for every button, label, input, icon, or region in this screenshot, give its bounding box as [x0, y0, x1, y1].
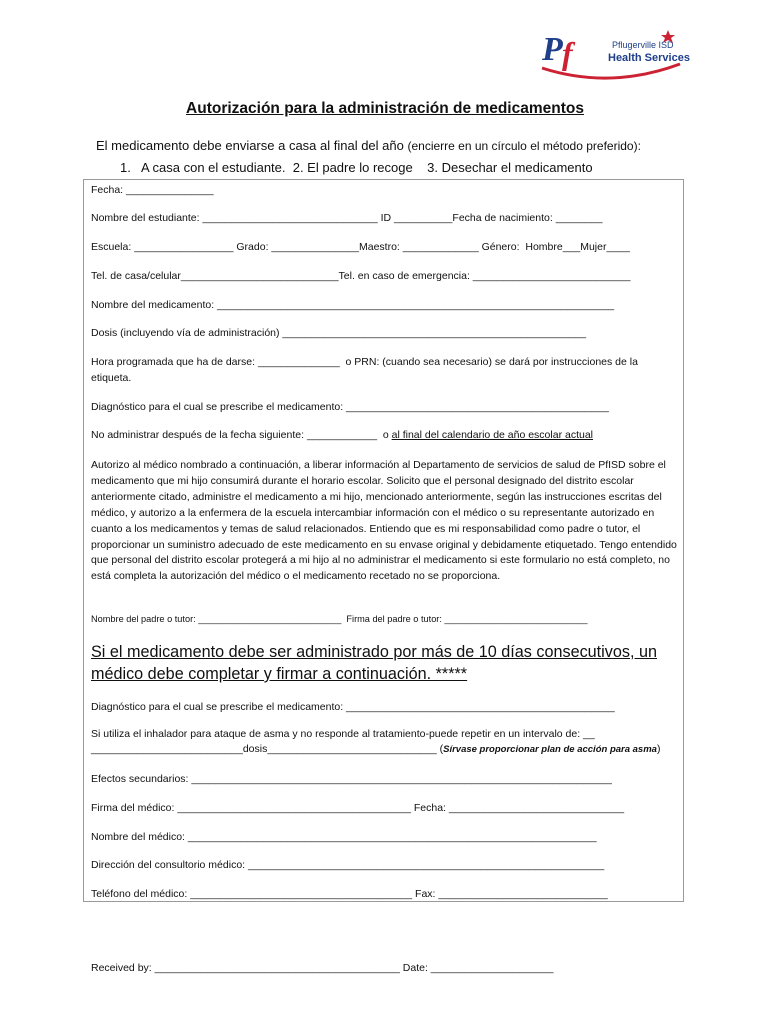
dose-field[interactable]: Dosis (incluyendo vía de administración) ____________________________________________________	[91, 327, 587, 339]
physician-notice: Si el medicamento debe ser administrado por más de 10 días consecutivos, un médico debe completar y firmar a continuación. *****	[91, 643, 657, 683]
intro-line	[96, 138, 641, 153]
student-name-field[interactable]: Nombre del estudiante: ______________________________ ID __________Fecha de nacimiento: ________	[91, 212, 603, 224]
diagnosis-field[interactable]: Diagnóstico para el cual se prescribe el medicamento: _____________________________________________	[91, 401, 609, 413]
physician-name-field[interactable]: Nombre del médico: ______________________________________________________________________	[91, 831, 597, 843]
physician-signature-field[interactable]: Firma del médico: ________________________________________ Fecha: ______________________________	[91, 802, 625, 814]
office-address-field[interactable]: Dirección del consultorio médico: _____________________________________________________________	[91, 859, 605, 871]
schedule-field[interactable]: Hora programada que ha de darse: ______________ o PRN: (cuando sea necesario) se dará por instrucciones de la	[91, 356, 638, 368]
school-field[interactable]: Escuela: _________________ Grado: _______________Maestro: _____________ Género: Hombre___Mujer____	[91, 241, 630, 253]
stop-date-field[interactable]	[91, 429, 593, 441]
stop-date-label: No administrar después de la fecha siguiente: ____________ o	[91, 429, 392, 441]
form-title: Autorización para la administración de medicamentos	[186, 100, 584, 117]
intro-note: (encierre en un círculo el método preferido):	[407, 139, 641, 153]
inhaler-field-cont[interactable]	[91, 743, 660, 755]
authorization-paragraph: Autorizo al médico nombrado a continuación, a liberar información al Departamento de servicios de salud de PfISD sobre el medicamento que mi hijo consumirá durante el horario escolar. Solicito que el personal designado del distrito escolar anteriormente citado, administre el medicamento a mi hijo, mencionado anteriormente, según las instrucciones escritas del médico, y autorizo a la enfermera de la escuela intercambiar información con el médico o su representante autorizado en cuanto a los medicamentos y temas de salud relacionados. Entiendo que es mi responsabilidad como padre o tutor, el proporcionar un suministro adecuado de este medicamento en su envase original y debidamente etiquetado. Tengo entendido que personal del distrito escolar protegerá a mi hijo al no administrar el medicamento si este formulario no está completo, no está completa la autorización del médico o el medicamento recetado no se proporciona.	[91, 459, 677, 583]
svg-text:f: f	[562, 35, 573, 71]
physician-phone-field[interactable]: Teléfono del médico: ______________________________________ Fax: _____________________________	[91, 888, 608, 900]
physician-diagnosis-field[interactable]: Diagnóstico para el cual se prescribe el medicamento: ______________________________________________	[91, 701, 615, 713]
phone-field[interactable]: Tel. de casa/celular___________________________Tel. en caso de emergencia: ___________________________	[91, 270, 631, 282]
inhaler-field[interactable]: Si utiliza el inhalador para ataque de asma y no responde al tratamiento-puede repetir en un intervalo de: __	[91, 728, 595, 740]
district-logo	[540, 28, 690, 86]
inhaler-dose-line: __________________________dosis_____________________________ (	[91, 743, 444, 755]
intro-text: El medicamento debe enviarse a casa al final del año	[96, 138, 408, 153]
received-by-line[interactable]: Received by: __________________________________________ Date: _____________________	[91, 962, 554, 974]
school-year-end-option: al final del calendario de año escolar actual	[391, 429, 594, 441]
medication-name-field[interactable]: Nombre del medicamento: ____________________________________________________________________	[91, 299, 615, 311]
return-options: 1. A casa con el estudiante. 2. El padre lo recoge 3. Desechar el medicamento	[120, 160, 593, 175]
fecha-field[interactable]: Fecha: _______________	[91, 184, 214, 196]
side-effects-field[interactable]: Efectos secundarios: ________________________________________________________________________	[91, 773, 612, 785]
asthma-plan-note: Sírvase proporcionar plan de acción para asma	[443, 744, 657, 755]
logo-line1: Pflugerville ISD	[612, 40, 674, 50]
schedule-field-cont: etiqueta.	[91, 372, 132, 384]
logo-line2: Health Services	[608, 52, 690, 64]
asthma-plan-close: )	[656, 743, 661, 755]
svg-text:P: P	[542, 31, 563, 68]
parent-signature-line[interactable]: Nombre del padre o tutor: ____________________________ Firma del padre o tutor: ____________________________	[91, 614, 588, 624]
